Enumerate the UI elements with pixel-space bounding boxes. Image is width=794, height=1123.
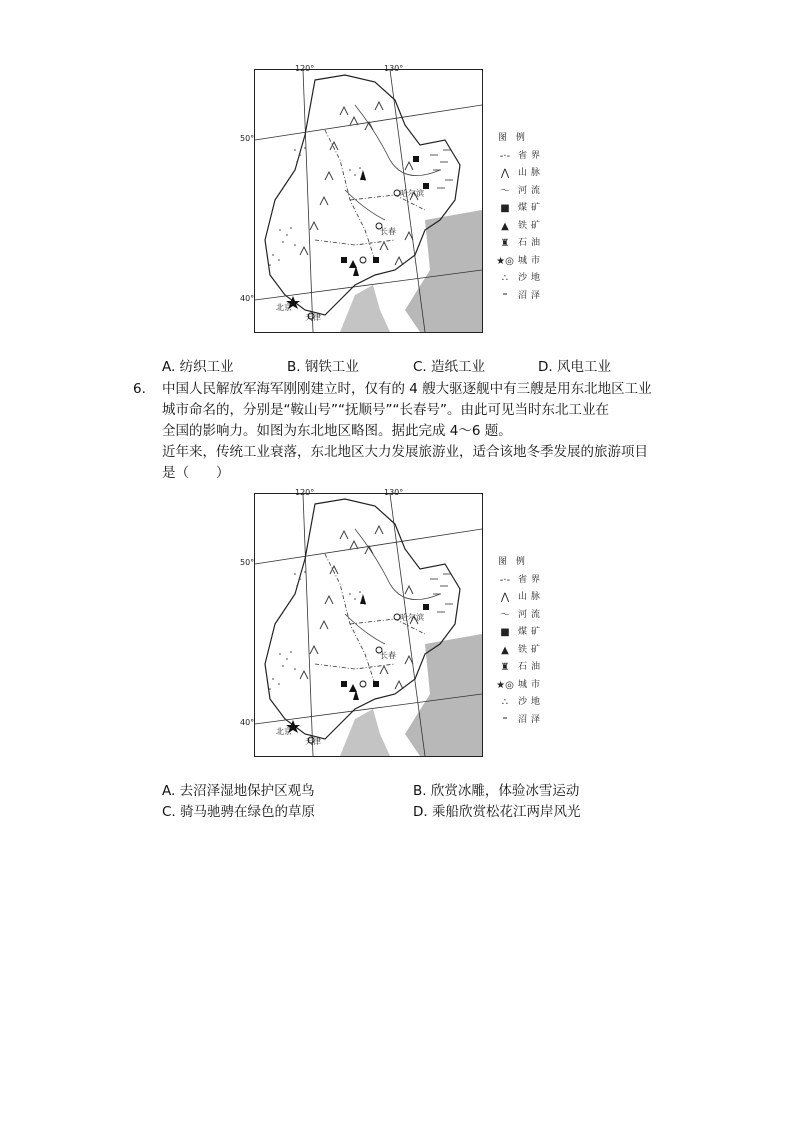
legend-item: ▲ 铁矿 <box>501 220 545 232</box>
northeast-map-1 <box>254 69 483 333</box>
q6-text-line-1: 中国人民解放军海军刚刚建立时，仅有的 4 艘大驱逐舰中有三艘是用东北地区工业 <box>162 381 652 397</box>
legend-item: ∴ 沙地 <box>501 273 545 284</box>
legend-item: ⋀ 山脉 <box>500 592 545 603</box>
legend-item: -·- 省界 <box>499 150 545 162</box>
q6-option-c[interactable]: C. 骑马驰骋在绿色的草原 <box>162 804 316 820</box>
map-1-lat-40: 40° <box>240 294 255 303</box>
legend-item: ♜ 石油 <box>500 238 545 249</box>
legend-item: ★◎ 城市 <box>496 679 545 691</box>
map-2-lat-40: 40° <box>240 718 255 727</box>
q6-text-line-3: 全国的影响力。如图为东北地区略图。据此完成 4～6 题。 <box>162 423 512 439</box>
map-2-drawing <box>255 494 482 756</box>
q5-option-c[interactable]: C. 造纸工业 <box>413 359 486 375</box>
legend-item: ∴ 沙地 <box>501 697 545 708</box>
legend-item: ⋀ 山脉 <box>500 168 545 179</box>
legend-title: 图 例 <box>498 557 528 567</box>
map-1-city-harbin: 哈尔滨 <box>400 189 424 198</box>
map-2-city-tianjin: 天津 <box>305 737 321 746</box>
map-1-lat-50: 50° <box>240 134 255 143</box>
legend-item: ♜ 石油 <box>500 662 545 673</box>
map-1-city-tianjin: 天津 <box>305 313 321 322</box>
northeast-map-2 <box>254 493 483 757</box>
legend-item: ⁼ 沼泽 <box>502 714 545 726</box>
q6-text-line-4: 近年来，传统工业衰落，东北地区大力发展旅游业，适合该地冬季发展的旅游项目 <box>162 444 648 460</box>
map-2-lon-120: 120° <box>295 488 315 497</box>
q5-option-d[interactable]: D. 风电工业 <box>538 359 611 375</box>
legend-title: 图 例 <box>498 133 528 143</box>
map-2-lat-50: 50° <box>240 558 255 567</box>
legend-item: ★◎ 城市 <box>496 255 545 267</box>
q6-text-line-2: 城市命名的，分别是“鞍山号”“抚顺号”“长春号”。由此可见当时东北工业在 <box>162 402 609 418</box>
q5-option-b[interactable]: B. 钢铁工业 <box>287 359 359 375</box>
q6-option-a[interactable]: A. 去沼泽湿地保护区观鸟 <box>162 783 315 799</box>
q6-text-line-5: 是（ ） <box>162 465 230 481</box>
legend-item: ■ 煤矿 <box>500 203 545 214</box>
legend-item: -·- 省界 <box>499 574 545 586</box>
map-1-lon-130: 130° <box>384 64 404 73</box>
legend-item: ■ 煤矿 <box>500 627 545 638</box>
q6-option-b[interactable]: B. 欣赏冰雕，体验冰雪运动 <box>413 783 580 799</box>
legend-item: ⁼ 沼泽 <box>502 290 545 302</box>
legend-item: 〜 河流 <box>500 185 545 197</box>
map-1-legend <box>492 130 544 305</box>
map-2-city-harbin: 哈尔滨 <box>400 613 424 622</box>
q6-option-d[interactable]: D. 乘船欣赏松花江两岸风光 <box>413 804 581 820</box>
q5-option-a[interactable]: A. 纺织工业 <box>162 359 234 375</box>
legend-item: 〜 河流 <box>500 609 545 621</box>
map-2-city-changchun: 长春 <box>380 651 396 660</box>
map-2-lon-130: 130° <box>384 488 404 497</box>
legend-item: ▲ 铁矿 <box>501 644 545 656</box>
map-1-lon-120: 120° <box>295 64 315 73</box>
map-1-city-beijing: 北京 <box>276 303 292 312</box>
map-1-drawing <box>255 70 482 332</box>
map-2-city-beijing: 北京 <box>276 727 292 736</box>
q6-number: 6. <box>133 381 146 397</box>
map-2-legend <box>492 554 544 729</box>
map-1-city-changchun: 长春 <box>380 227 396 236</box>
